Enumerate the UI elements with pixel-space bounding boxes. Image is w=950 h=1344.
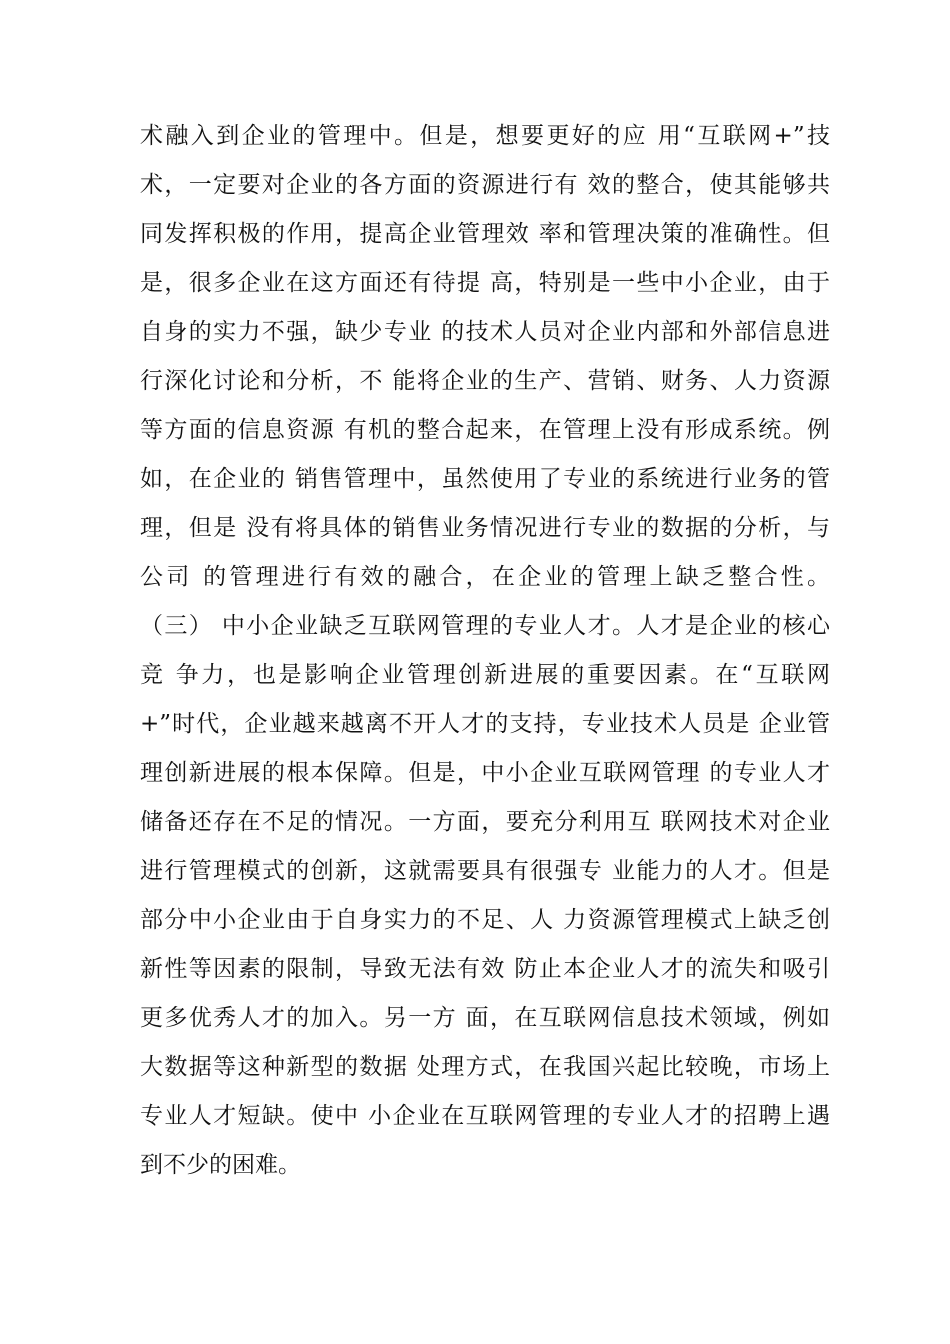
text-line: 理创新进展的根本保障。但是，中小企业互联网管理 的专业人才 bbox=[140, 760, 830, 786]
text-line: 进行管理模式的创新，这就需要具有很强专 业能力的人才。但是 bbox=[140, 858, 830, 884]
text-line: 同发挥积极的作用，提高企业管理效 率和管理决策的准确性。但 bbox=[140, 221, 830, 247]
text-line: 更多优秀人才的加入。另一方 面，在互联网信息技术领域，例如 bbox=[140, 1005, 830, 1031]
body-text bbox=[140, 112, 830, 1190]
text-line: 储备还存在不足的情况。一方面，要充分利用互 联网技术对企业 bbox=[140, 809, 830, 835]
text-line: 部分中小企业由于自身实力的不足、人 力资源管理模式上缺乏创 bbox=[140, 907, 830, 933]
text-line: 竞 争力，也是影响企业管理创新进展的重要因素。在“互联网 bbox=[140, 662, 830, 688]
text-line: 自身的实力不强，缺少专业 的技术人员对企业内部和外部信息进 bbox=[140, 319, 830, 345]
text-line: 大数据等这种新型的数据 处理方式，在我国兴起比较晚，市场上 bbox=[140, 1054, 830, 1080]
text-line: 新性等因素的限制，导致无法有效 防止本企业人才的流失和吸引 bbox=[140, 956, 830, 982]
text-line: +”时代，企业越来越离不开人才的支持，专业技术人员是 企业管 bbox=[140, 711, 830, 737]
text-line: 行深化讨论和分析，不 能将企业的生产、营销、财务、人力资源 bbox=[140, 368, 830, 394]
text-line: 公司 的管理进行有效的融合，在企业的管理上缺乏整合性。 bbox=[140, 564, 830, 590]
text-line: （三） 中小企业缺乏互联网管理的专业人才。人才是企业的核心 bbox=[140, 613, 830, 639]
text-line: 如，在企业的 销售管理中，虽然使用了专业的系统进行业务的管 bbox=[140, 466, 830, 492]
text-line: 到不少的困难。 bbox=[140, 1152, 301, 1178]
text-line: 专业人才短缺。使中 小企业在互联网管理的专业人才的招聘上遇 bbox=[140, 1103, 830, 1129]
text-line: 等方面的信息资源 有机的整合起来，在管理上没有形成系统。例 bbox=[140, 417, 830, 443]
text-line: 术，一定要对企业的各方面的资源进行有 效的整合，使其能够共 bbox=[140, 172, 830, 198]
text-line: 理，但是 没有将具体的销售业务情况进行专业的数据的分析，与 bbox=[140, 515, 830, 541]
text-line: 术融入到企业的管理中。但是，想要更好的应 用“互联网+”技 bbox=[140, 123, 830, 149]
text-line: 是，很多企业在这方面还有待提 高，特别是一些中小企业，由于 bbox=[140, 270, 830, 296]
